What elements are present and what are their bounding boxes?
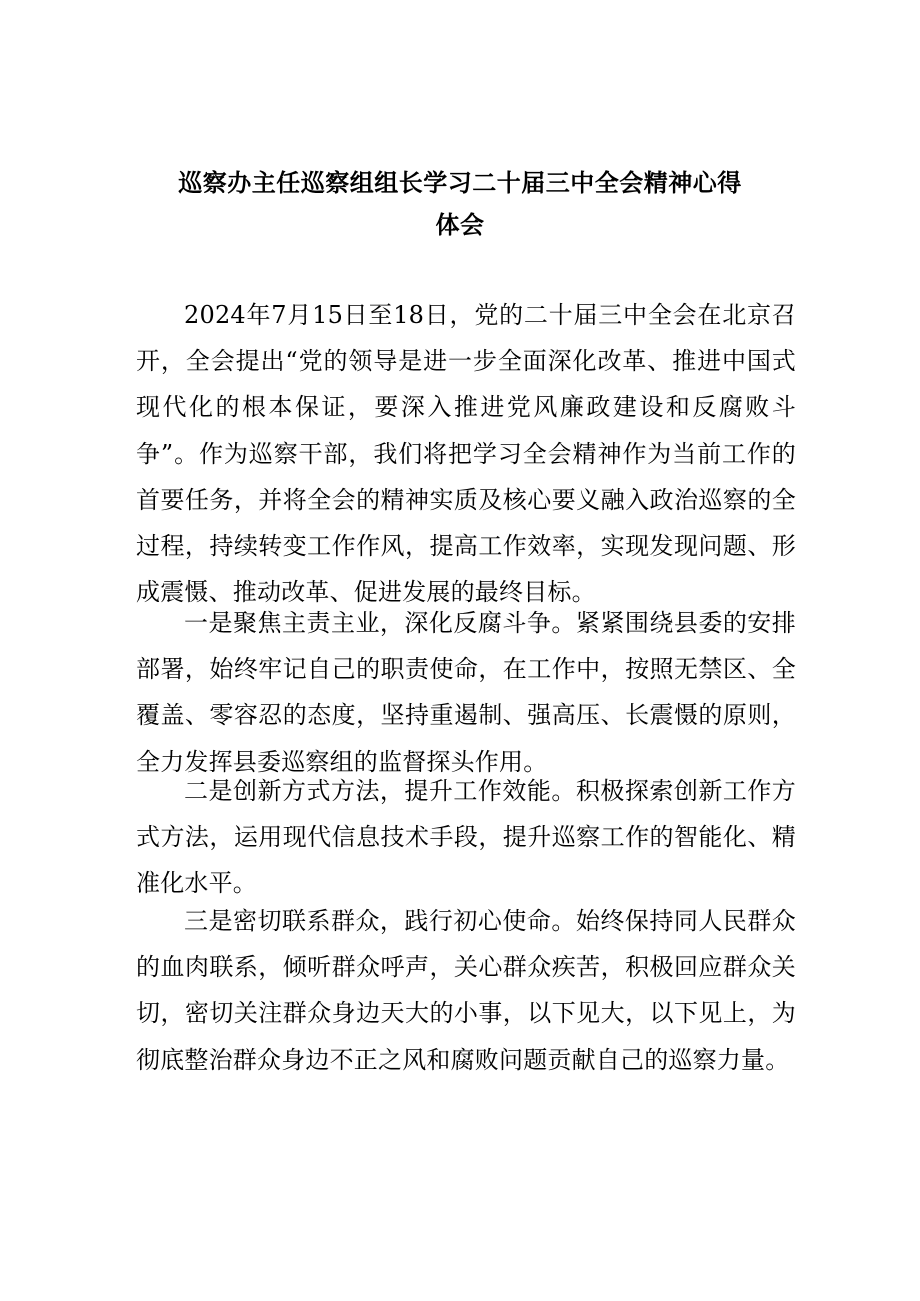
document-title-line-2: 体会 (435, 211, 485, 239)
paragraph-point-three: 三是密切联系群众，践行初心使命。始终保持同人民群众的血肉联系，倾听群众呼声，关心群众疾苦，积极回应群众关切，密切关注群众身边天大的小事，以下见大，以下见上，为彻底整治群众身边不正之风和腐败问题贡献自己的巡察力量。 (136, 907, 796, 1074)
paragraph-intro: 2024年7月15日至18日，党的二十届三中全会在北京召开，全会提出“党的领导是进一步全面深化改革、推进中国式现代化的根本保证，要深入推进党风廉政建设和反腐败斗争”。作为巡察干部，我们将把学习全会精神作为当前工作的首要任务，并将全会的精神实质及核心要义融入政治巡察的全过程，持续转变工作作风，提高工作效率，实现发现问题、形成震慑、推动改革、促进发展的最终目标。 (136, 301, 796, 607)
paragraph-point-two: 二是创新方式方法，提升工作效能。积极探索创新工作方式方法，运用现代信息技术手段，提升巡察工作的智能化、精准化水平。 (136, 777, 796, 898)
document-title-line-1: 巡察办主任巡察组组长学习二十届三中全会精神心得 (178, 169, 742, 197)
paragraph-point-one: 一是聚焦主责主业，深化反腐斗争。紧紧围绕县委的安排部署，始终牢记自己的职责使命，在工作中，按照无禁区、全覆盖、零容忍的态度，坚持重遏制、强高压、长震慑的原则，全力发挥县委巡察组的监督探头作用。 (136, 609, 796, 776)
